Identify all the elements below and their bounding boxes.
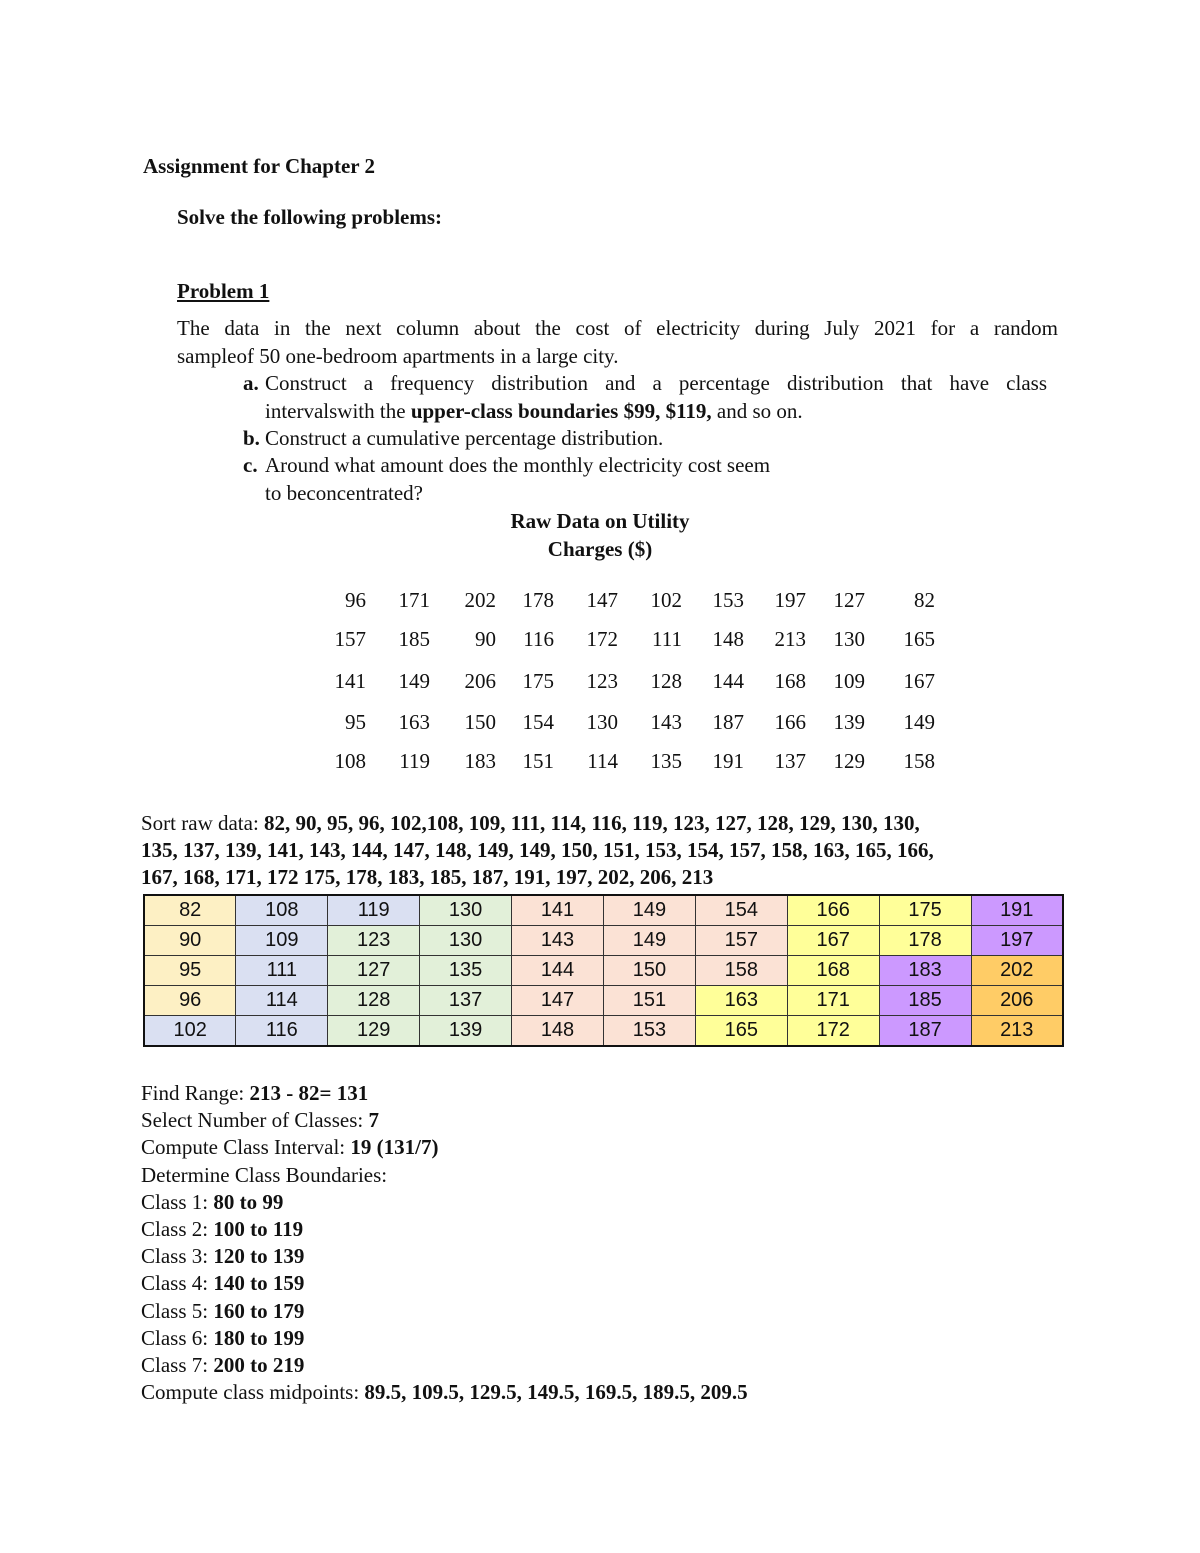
step-line (141, 1353, 304, 1378)
step-value: 213 - 82= 131 (249, 1081, 369, 1105)
sorted-data-line3: 167, 168, 171, 172 175, 178, 183, 185, 187, 191, 197, 202, 206, 213 (141, 865, 714, 889)
raw-data-cell: 165 (903, 627, 935, 651)
table-cell: 119 (328, 895, 420, 926)
item-c-line1: Around what amount does the monthly electricity cost seem (265, 453, 771, 477)
table-row (144, 1016, 1063, 1047)
raw-data-cell: 129 (833, 749, 865, 773)
item-a-letter: a. (243, 371, 259, 395)
raw-data-cell: 197 (774, 588, 806, 612)
table-row (144, 956, 1063, 986)
step-label: Class 2: (141, 1217, 214, 1241)
raw-data-cell: 82 (914, 588, 935, 612)
raw-data-cell: 143 (650, 710, 682, 734)
step-value: 100 to 119 (213, 1217, 304, 1241)
table-cell: 137 (420, 986, 512, 1016)
step-label: Class 5: (141, 1298, 214, 1323)
raw-data-cell: 166 (774, 710, 806, 734)
step-line (141, 1380, 748, 1405)
raw-data-cell: 157 (334, 627, 366, 651)
raw-data-cell: 144 (712, 669, 744, 693)
table-cell: 147 (512, 986, 604, 1016)
step-value: 89.5, 109.5, 129.5, 149.5, 169.5, 189.5, 209.5 (364, 1380, 748, 1405)
table-cell: 172 (787, 1016, 879, 1047)
raw-data-cell: 135 (650, 749, 682, 773)
step-label: Determine Class Boundaries: (141, 1162, 388, 1187)
step-value: 160 to 179 (213, 1298, 305, 1323)
raw-data-cell: 171 (398, 588, 430, 612)
raw-data-cell: 96 (345, 588, 366, 612)
sorted-data-label: Sort raw data: (141, 811, 265, 835)
table-cell: 150 (603, 956, 695, 986)
raw-data-cell: 202 (464, 588, 496, 612)
table-cell: 123 (328, 926, 420, 956)
raw-data-cell: 175 (522, 669, 554, 693)
table-cell: 111 (236, 956, 328, 986)
instruction-heading: Solve the following problems: (177, 205, 443, 229)
raw-data-cell: 95 (345, 710, 366, 734)
table-cell: 102 (144, 1016, 236, 1047)
step-label: Compute Class Interval: (141, 1135, 351, 1160)
step-line (141, 1135, 438, 1160)
step-value: 140 to 159 (213, 1271, 305, 1296)
table-cell: 90 (144, 926, 236, 956)
table-cell: 149 (603, 895, 695, 926)
table-cell: 144 (512, 956, 604, 986)
raw-data-cell: 167 (903, 669, 935, 693)
step-value: 7 (368, 1108, 379, 1133)
step-label: Compute class midpoints: (141, 1380, 365, 1405)
table-row (144, 986, 1063, 1016)
problem-heading: Problem 1 (177, 279, 270, 303)
step-label: Class 3: (141, 1244, 214, 1269)
table-cell: 135 (420, 956, 512, 986)
item-a-text: intervalswith the (265, 399, 411, 423)
table-cell: 158 (695, 956, 787, 986)
raw-data-cell: 147 (586, 588, 618, 612)
table-cell: 143 (512, 926, 604, 956)
table-cell: 151 (603, 986, 695, 1016)
raw-data-cell: 158 (903, 749, 935, 773)
step-label: Class 1: (141, 1189, 214, 1214)
step-line (141, 1271, 304, 1296)
raw-data-cell: 137 (774, 749, 806, 773)
item-a-line2 (265, 399, 803, 424)
step-line (141, 1108, 379, 1133)
table-cell: 163 (695, 986, 787, 1016)
step-line (141, 1299, 304, 1324)
raw-data-cell: 153 (712, 588, 744, 612)
raw-data-cell: 206 (464, 669, 496, 693)
raw-data-cell: 185 (398, 627, 430, 651)
table-cell: 139 (420, 1016, 512, 1047)
raw-data-cell: 130 (833, 627, 865, 651)
raw-data-cell: 148 (712, 627, 744, 651)
raw-data-cell: 123 (586, 669, 618, 693)
table-cell: 130 (420, 926, 512, 956)
item-a-line1: Construct a frequency distribution and a percentage distribution that have class (265, 371, 1047, 395)
raw-data-cell: 213 (774, 627, 806, 651)
table-cell: 154 (695, 895, 787, 926)
step-label: Class 7: (141, 1353, 214, 1377)
table-cell: 171 (787, 986, 879, 1016)
page-title: Assignment for Chapter 2 (143, 154, 375, 178)
step-label: Class 6: (141, 1325, 214, 1350)
raw-data-cell: 183 (464, 749, 496, 773)
raw-data-cell: 172 (586, 627, 618, 651)
raw-data-cell: 130 (586, 710, 618, 734)
step-value: 120 to 139 (213, 1244, 305, 1269)
step-line (141, 1217, 303, 1242)
table-cell: 114 (236, 986, 328, 1016)
table-cell: 149 (603, 926, 695, 956)
step-value: 80 to 99 (213, 1189, 284, 1214)
raw-data-cell: 116 (523, 627, 554, 651)
raw-data-title: Raw Data on Utility (510, 509, 690, 533)
step-line (141, 1326, 304, 1351)
step-label: Find Range: (141, 1081, 250, 1105)
raw-data-cell: 178 (522, 588, 554, 612)
table-cell: 167 (787, 926, 879, 956)
table-cell: 130 (420, 895, 512, 926)
table-cell: 129 (328, 1016, 420, 1047)
table-cell: 128 (328, 986, 420, 1016)
step-label: Select Number of Classes: (141, 1108, 369, 1133)
table-cell: 178 (879, 926, 971, 956)
table-cell: 108 (236, 895, 328, 926)
item-b-letter: b. (243, 426, 260, 450)
table-cell: 206 (971, 986, 1063, 1016)
table-cell: 157 (695, 926, 787, 956)
table-cell: 153 (603, 1016, 695, 1047)
table-cell: 197 (971, 926, 1063, 956)
table-cell: 82 (144, 895, 236, 926)
raw-data-cell: 187 (712, 710, 744, 734)
table-cell: 127 (328, 956, 420, 986)
problem-intro-line1: The data in the next column about the cost of electricity during July 2021 for a random (177, 316, 1058, 340)
sorted-data-line2: 135, 137, 139, 141, 143, 144, 147, 148, 149, 149, 150, 151, 153, 154, 157, 158, 163, 165, 166, (141, 838, 934, 862)
table-cell: 96 (144, 986, 236, 1016)
table-cell: 202 (971, 956, 1063, 986)
raw-data-cell: 111 (652, 627, 682, 651)
raw-data-cell: 151 (522, 749, 554, 773)
step-value: 180 to 199 (213, 1325, 305, 1350)
raw-data-cell: 149 (903, 710, 935, 734)
raw-data-cell: 119 (399, 749, 430, 773)
table-row (144, 895, 1063, 926)
step-line (141, 1163, 387, 1188)
table-cell: 95 (144, 956, 236, 986)
raw-data-cell: 168 (774, 669, 806, 693)
step-line (141, 1244, 304, 1269)
table-cell: 175 (879, 895, 971, 926)
table-cell: 165 (695, 1016, 787, 1047)
step-value: 200 to 219 (213, 1353, 305, 1377)
table-cell: 191 (971, 895, 1063, 926)
item-c-letter: c. (243, 453, 258, 477)
raw-data-cell: 191 (712, 749, 744, 773)
step-line (141, 1190, 283, 1215)
item-a-end: and so on. (711, 399, 803, 423)
item-a-boundaries: upper-class boundaries $99, $119, (410, 399, 712, 423)
sorted-data-line1 (141, 811, 920, 836)
table-cell: 187 (879, 1016, 971, 1047)
raw-data-cell: 149 (398, 669, 430, 693)
step-value: 19 (131/7) (350, 1135, 439, 1160)
item-c-line2: to beconcentrated? (265, 481, 423, 505)
raw-data-cell: 163 (398, 710, 430, 734)
raw-data-cell: 150 (464, 710, 496, 734)
raw-data-cell: 139 (833, 710, 865, 734)
raw-data-subtitle: Charges ($) (547, 537, 653, 561)
step-line (141, 1081, 368, 1106)
table-cell: 141 (512, 895, 604, 926)
raw-data-cell: 114 (587, 749, 618, 773)
table-cell: 183 (879, 956, 971, 986)
item-b-line1: Construct a cumulative percentage distribution. (265, 426, 664, 450)
table-cell: 213 (971, 1016, 1063, 1047)
table-cell: 148 (512, 1016, 604, 1047)
raw-data-cell: 128 (650, 669, 682, 693)
table-cell: 185 (879, 986, 971, 1016)
table-row (144, 926, 1063, 956)
table-cell: 166 (787, 895, 879, 926)
table-cell: 116 (236, 1016, 328, 1047)
raw-data-cell: 141 (334, 669, 366, 693)
raw-data-cell: 102 (650, 588, 682, 612)
raw-data-cell: 154 (522, 710, 554, 734)
step-label: Class 4: (141, 1271, 214, 1296)
sorted-data-table (143, 894, 1064, 1047)
raw-data-cell: 90 (475, 627, 496, 651)
raw-data-cell: 108 (334, 749, 366, 773)
table-cell: 109 (236, 926, 328, 956)
table-cell: 168 (787, 956, 879, 986)
sorted-values-1: 82, 90, 95, 96, 102,108, 109, 111, 114, 116, 119, 123, 127, 128, 129, 130, 130, (264, 811, 920, 835)
problem-intro-line2: sampleof 50 one-bedroom apartments in a large city. (177, 344, 619, 368)
raw-data-cell: 127 (833, 588, 865, 612)
raw-data-cell: 109 (833, 669, 865, 693)
